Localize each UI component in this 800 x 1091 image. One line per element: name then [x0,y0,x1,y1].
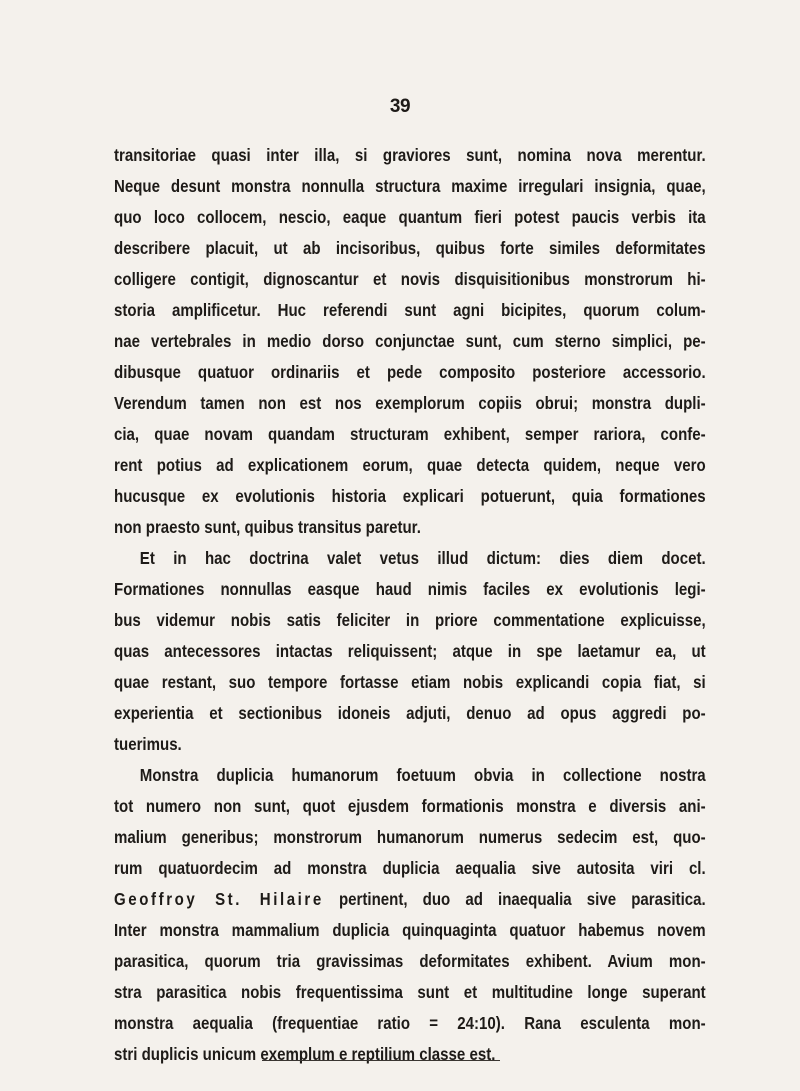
text-line: storia amplificetur. Huc referendi sunt agni bicipites, quorum colum- [114,300,706,320]
text-line: experientia et sectionibus idoneis adjuti, denuo ad opus aggredi po- [114,703,706,723]
text-line: monstra aequalia (frequentiae ratio = 24:10). Rana esculenta mon- [114,1013,706,1033]
text-line: tot numero non sunt, quot ejusdem formationis monstra e diversis ani- [114,796,706,816]
section-end-rule [262,1060,500,1061]
text-line: Inter monstra mammalium duplicia quinquaginta quatuor habemus novem [114,920,706,940]
text-line: Verendum tamen non est nos exemplorum copiis obrui; monstra dupli- [114,393,706,413]
body-text [114,140,706,1070]
text-line: tuerimus. [114,734,182,754]
text-line: quo loco collocem, nescio, eaque quantum fieri potest paucis verbis ita [114,207,706,227]
text-line-rest: pertinent, duo ad inaequalia sive parasitica. [323,889,706,909]
text-line: rum quatuordecim ad monstra duplicia aequalia sive autosita viri cl. [114,858,706,878]
author-name: Geoffroy St. Hilaire [114,889,324,909]
text-line: stra parasitica nobis frequentissima sunt et multitudine longe superant [114,982,706,1002]
text-line: colligere contigit, dignoscantur et novis disquisitionibus monstrorum hi- [114,269,706,289]
text-line: Neque desunt monstra nonnulla structura maxime irregulari insignia, quae, [114,176,706,196]
text-line: transitoriae quasi inter illa, si graviores sunt, nomina nova merentur. [114,145,706,165]
text-line: nae vertebrales in medio dorso conjunctae sunt, cum sterno simplici, pe- [114,331,706,351]
text-line: cia, quae novam quandam structuram exhibent, semper rariora, confe- [114,424,706,444]
text-line: Formationes nonnullas easque haud nimis faciles ex evolutionis legi- [114,579,706,599]
text-line: stri duplicis unicum exemplum e reptilium classe est. [114,1044,496,1064]
text-line: Et in hac doctrina valet vetus illud dictum: dies diem docet. [139,548,706,568]
text-line: rent potius ad explicationem eorum, quae detecta quidem, neque vero [114,455,706,475]
text-line [114,884,706,915]
text-line: quas antecessores intactas reliquissent; atque in spe laetamur ea, ut [114,641,706,661]
text-line: bus videmur nobis satis feliciter in priore commentatione explicuisse, [114,610,706,630]
text-line: parasitica, quorum tria gravissimas deformitates exhibent. Avium mon- [114,951,706,971]
text-line: non praesto sunt, quibus transitus paretur. [114,517,421,537]
text-line: quae restant, suo tempore fortasse etiam nobis explicandi copia fiat, si [114,672,706,692]
text-line: hucusque ex evolutionis historia explicari potuerunt, quia formationes [114,486,706,506]
page-number: 39 [389,96,411,117]
text-line: dibusque quatuor ordinariis et pede composito posteriore accessorio. [114,362,706,382]
text-line: Monstra duplicia humanorum foetuum obvia in collectione nostra [139,765,706,785]
text-line: describere placuit, ut ab incisoribus, quibus forte similes deformitates [114,238,706,258]
text-line: malium generibus; monstrorum humanorum numerus sedecim est, quo- [114,827,706,847]
